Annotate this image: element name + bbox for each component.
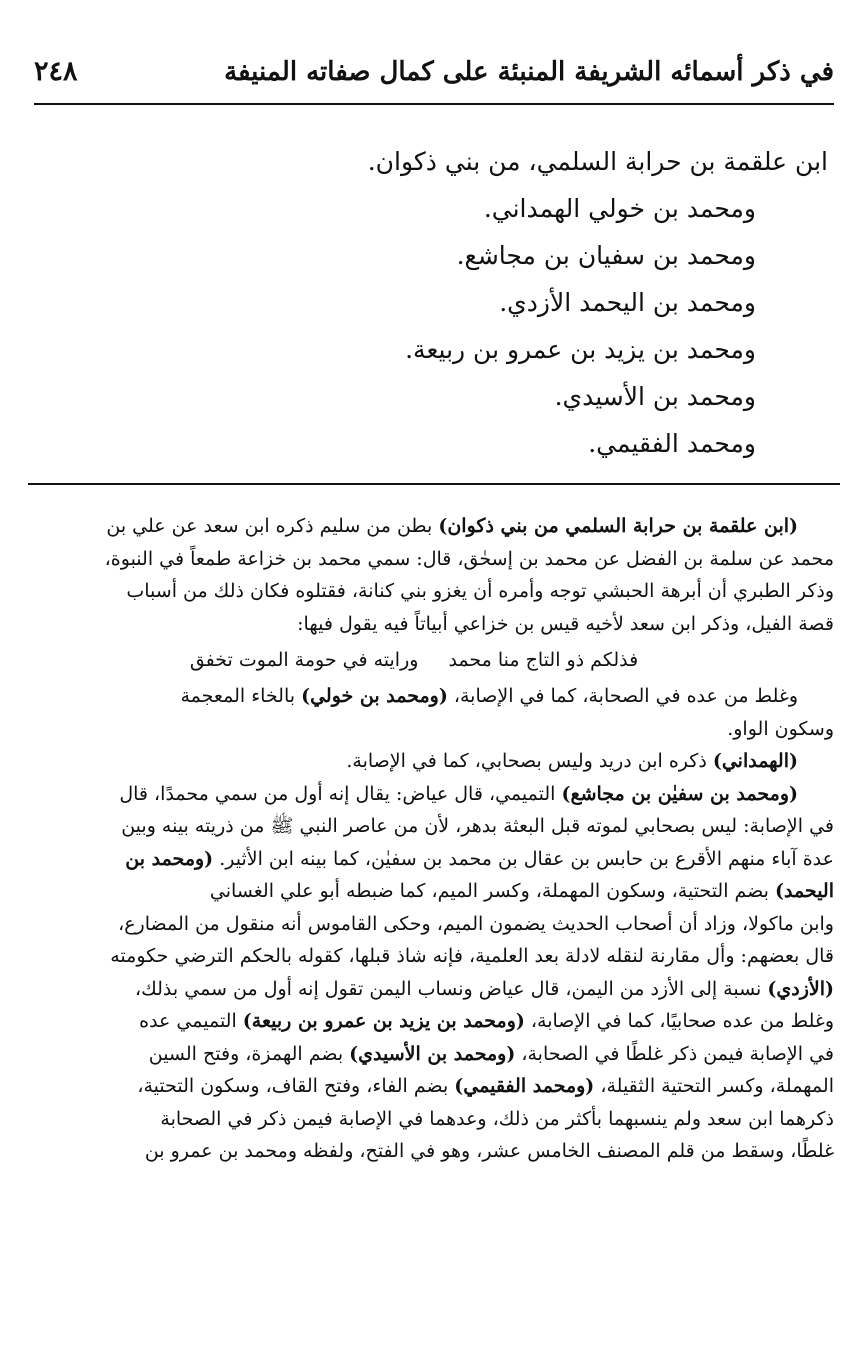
commentary-text: ذكره ابن دريد وليس بصحابي، كما في الإصابة. — [346, 750, 713, 772]
page-number: ٢٤٨ — [34, 56, 78, 87]
main-text-line: ابن علقمة بن حرابة السلمي، من بني ذكوان. — [367, 147, 828, 176]
verse-hemistich: فذلكم ذو التاج منا محمد — [448, 649, 639, 671]
running-title: في ذكر أسمائه الشريفة المنبئة على كمال صفاته المنيفة — [224, 57, 834, 87]
commentary-line — [34, 778, 834, 811]
commentary-line — [34, 510, 834, 543]
commentary-text: في الإصابة فيمن ذكر غلطًا في الصحابة، — [515, 1042, 834, 1065]
commentary-line — [34, 973, 834, 1006]
bold-lemma: (الهمداني) — [712, 750, 798, 772]
section-divider — [28, 483, 840, 485]
bold-lemma: اليحمد) — [774, 880, 834, 902]
commentary-line — [34, 843, 834, 876]
commentary-line — [34, 745, 834, 778]
commentary-text: التميمي، قال عياض: يقال إنه أول من سمي محمدًا، قال — [119, 782, 562, 805]
main-text-line: ومحمد بن يزيد بن عمرو بن ربيعة. — [405, 335, 756, 364]
verse-hemistich: ورايته في حومة الموت تخفق — [189, 649, 419, 671]
commentary-line — [34, 680, 834, 713]
commentary-line: في الإصابة: ليس بصحابي لموته قبل البعثة بدهر، لأن من عاصر النبي ﷺ من ذريته بينه وبين — [121, 815, 834, 837]
bold-lemma: (ومحمد بن خولي) — [301, 685, 448, 707]
commentary-text: وغلط من عده في الصحابة، كما في الإصابة، — [447, 685, 798, 707]
bold-lemma: (الأزدي) — [767, 977, 834, 1000]
commentary-line — [34, 1070, 834, 1103]
main-text — [38, 138, 828, 467]
bold-lemma: (ابن علقمة بن حرابة السلمي من بني ذكوان) — [438, 515, 798, 537]
main-text-line: ومحمد بن الأسيدي. — [554, 382, 756, 411]
commentary-line: وسكون الواو. — [727, 717, 834, 740]
commentary-line — [34, 875, 834, 908]
bold-lemma: (ومحمد بن يزيد بن عمرو بن ربيعة) — [242, 1010, 525, 1032]
commentary-text: نسبة إلى الأزد من اليمن، قال عياض ونساب اليمن تقول إنه أول من سمي بذلك، — [135, 977, 768, 1000]
commentary-line: غلطًا، وسقط من قلم المصنف الخامس عشر، وهو في الفتح، ولفظه ومحمد بن عمرو بن — [144, 1140, 834, 1162]
commentary-text: بضم التحتية، وسكون المهملة، وكسر الميم، كما ضبطه أبو علي الغساني — [209, 880, 775, 902]
commentary-text: بضم الهمزة، وفتح السين — [148, 1042, 350, 1065]
commentary-text: بطن من سليم ذكره ابن سعد عن علي بن — [106, 515, 439, 537]
commentary — [34, 510, 834, 1168]
commentary-text: وغلط من عده صحابيًا، كما في الإصابة، — [524, 1010, 834, 1032]
page-header — [34, 52, 834, 102]
commentary-text: عدة آباء منهم الأقرع بن حابس بن عقال بن محمد بن سفيٰن، كما بينه ابن الأثير. — [213, 847, 834, 870]
bold-lemma: (ومحمد بن سفيٰن بن مجاشع) — [561, 782, 798, 805]
header-rule — [34, 103, 834, 105]
main-text-line: ومحمد بن سفيان بن مجاشع. — [456, 241, 756, 270]
commentary-line — [34, 1038, 834, 1071]
commentary-line — [34, 1005, 834, 1038]
bold-lemma: (ومحمد بن — [125, 847, 214, 870]
main-text-line: ومحمد بن اليحمد الأزدي. — [499, 288, 756, 317]
commentary-text: التميمي عده — [139, 1010, 243, 1032]
main-text-line: ومحمد الفقيمي. — [588, 429, 756, 458]
bold-lemma: (ومحمد بن الأسيدي) — [349, 1042, 516, 1065]
commentary-text: بالخاء المعجمة — [180, 685, 302, 707]
poetry-verse — [34, 640, 834, 680]
bold-lemma: (ومحمد الفقيمي) — [454, 1075, 595, 1097]
commentary-line: محمد عن سلمة بن الفضل عن محمد بن إسحٰق، قال: سمي محمد بن خزاعة طمعاً في النبوة، — [104, 547, 834, 570]
commentary-line: وابن ماكولا، وزاد أن أصحاب الحديث يضمون الميم، وحكى القاموس أنه منقول من المضارع، — [118, 912, 834, 935]
commentary-line: قال بعضهم: وأل مقارنة لنقله لادلة بعد العلمية، فإنه شاذ قبلها، كقوله بالحكم الترضي حكومته — [110, 945, 834, 967]
commentary-text: بضم الفاء، وفتح القاف، وسكون التحتية، — [137, 1075, 455, 1097]
commentary-text: المهملة، وكسر التحتية الثقيلة، — [594, 1075, 834, 1097]
main-text-line: ومحمد بن خولي الهمداني. — [483, 194, 756, 223]
commentary-line: وذكر الطبري أن أبرهة الحبشي توجه وأمره أن يغزو بني كنانة، فقتلوه فكان ذلك من أسباب — [126, 580, 834, 602]
commentary-line: قصة الفيل، وذكر ابن سعد لأخيه قيس بن خزاعي أبياتاً فيه يقول فيها: — [297, 612, 834, 635]
commentary-line: ذكرهما ابن سعد ولم ينسبهما بأكثر من ذلك، وعدهما في الإصابة فيمن ذكر في الصحابة — [160, 1107, 834, 1130]
